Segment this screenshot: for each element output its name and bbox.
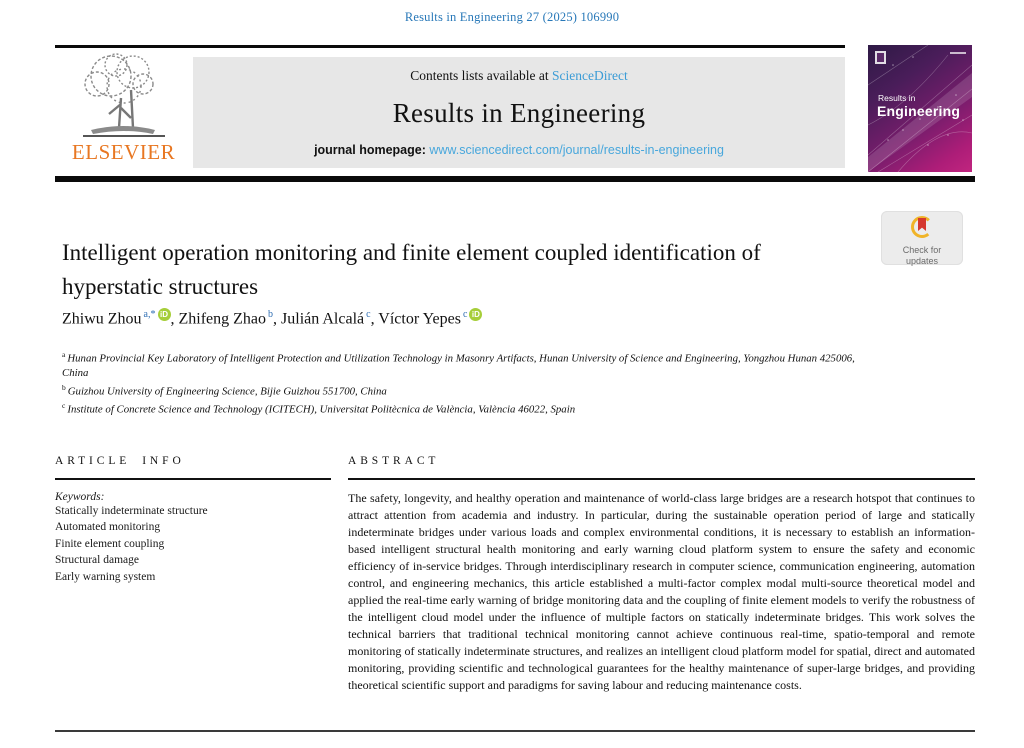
- author-separator: ,: [273, 310, 282, 328]
- cover-title-big: Engineering: [877, 103, 961, 119]
- abstract-rule: [348, 478, 975, 480]
- cover-issn-mark: [950, 52, 966, 54]
- affiliation-sup: b: [62, 382, 66, 392]
- check-for-updates-badge[interactable]: [881, 211, 963, 265]
- affiliation-text: Institute of Concrete Science and Technology (ICITECH), Universitat Politècnica de València, València 46022, Spain: [67, 403, 576, 416]
- cover-title-small: Results in: [878, 93, 916, 103]
- article-info-heading: ARTICLE INFO: [55, 455, 185, 467]
- article-title: Intelligent operation monitoring and finite element coupled identification of hyperstatic structures: [62, 240, 761, 299]
- keyword-item: Statically indeterminate structure: [55, 504, 208, 517]
- journal-cover-thumbnail[interactable]: [868, 45, 972, 172]
- affiliation-a: [62, 348, 872, 381]
- author-name: Julián Alcalá: [281, 310, 365, 328]
- article-info-column: [55, 455, 331, 585]
- homepage-url-link[interactable]: www.sciencedirect.com/journal/results-in-engineering: [429, 143, 724, 157]
- contents-prefix: Contents lists available at: [410, 68, 552, 83]
- author-name: Víctor Yepes: [378, 310, 461, 328]
- affiliation-sup: a: [62, 350, 66, 359]
- author-name: Zhiwu Zhou: [62, 310, 142, 328]
- affiliation-text: Guizhou University of Engineering Science, Bijie Guizhou 551700, China: [67, 385, 387, 398]
- abstract-text: The safety, longevity, and healthy operation and maintenance of world-class large bridges are a research hotspot that continues to attract attention from academia and industry. In particular, during the sustainable operation period of large and statically indeterminate bridges under various loads and complex environmental conditions, it is necessary to establish an information-based intelligent structural health monitoring and early warning cloud platform system to ensure the safety and economic efficiency of in-service bridges. Through interdisciplinary research in computer science, communication engineering, automation control, and engineering mechanics, this article established a multi-factor complex modal multi-source theoretical model and applied the real-time early warning of bridge monitoring data and the coupling of finite element models to verify the robustness of the intelligent cloud model under the influence of multiple factors on statically indeterminate bridges. This work solves the technical barriers that traditional technical monitoring cannot achieve continuous real-time, spatio-temporal and remote monitoring of statically indeterminate structures, and realizes an intelligent cloud platform model for spatial, direct and automated monitoring, providing scientific and technological guarantees for the healthy maintenance of super-large bridges, and providing theoretical scientific support and paradigms for saving labour and reducing maintenance costs.: [348, 490, 975, 692]
- keyword-item: Automated monitoring: [55, 521, 161, 533]
- keyword-item: Finite element coupling: [55, 537, 165, 550]
- journal-title: Results in Engineering: [392, 98, 646, 128]
- author-line: [62, 308, 902, 328]
- article-info-rule: [55, 478, 331, 480]
- check-updates-label-1: Check for: [902, 245, 942, 255]
- header-top-rule: [55, 45, 845, 48]
- homepage-line: [193, 143, 845, 157]
- journal-citation: Results in Engineering 27 (2025) 106990: [404, 10, 620, 24]
- elsevier-wordmark: ELSEVIER: [71, 140, 176, 164]
- journal-banner: [193, 57, 845, 168]
- sciencedirect-link[interactable]: ScienceDirect: [552, 68, 628, 83]
- affiliations: [62, 348, 872, 417]
- author-sup: a,*: [143, 309, 156, 320]
- author-name: Zhifeng Zhao: [178, 310, 267, 328]
- abstract-heading: ABSTRACT: [348, 455, 440, 467]
- orcid-icon[interactable]: iD: [158, 308, 171, 321]
- contents-line: [193, 68, 845, 84]
- check-updates-label-2: updates: [905, 255, 939, 266]
- affiliation-text: Hunan Provincial Key Laboratory of Intelligent Protection and Utilization Technology in Masonry Artifacts, Hunan University of Science and Engineering, Yongzhou Hunan 425006, China: [62, 352, 855, 380]
- author-separator: ,: [370, 310, 379, 328]
- author-separator: ,: [170, 310, 179, 328]
- author-sup: c: [462, 309, 468, 320]
- elsevier-tree-icon: [69, 50, 179, 142]
- affiliation-c: [62, 399, 872, 417]
- cover-publisher-mark: [875, 51, 886, 64]
- author-sup: b: [268, 309, 274, 320]
- author-sup: c: [366, 309, 371, 320]
- affiliation-b: [62, 381, 872, 399]
- check-updates-icon: [909, 214, 935, 240]
- orcid-icon[interactable]: iD: [469, 308, 482, 321]
- section-divider-rule: [55, 730, 975, 732]
- keywords-label: Keywords:: [55, 490, 105, 503]
- elsevier-logo[interactable]: [57, 50, 190, 168]
- affiliation-sup: c: [62, 400, 66, 410]
- abstract-column: [348, 455, 975, 694]
- header-bottom-rule: [55, 176, 975, 182]
- homepage-label: journal homepage:: [314, 143, 430, 157]
- keyword-item: Early warning system: [55, 570, 156, 583]
- keyword-item: Structural damage: [55, 554, 139, 566]
